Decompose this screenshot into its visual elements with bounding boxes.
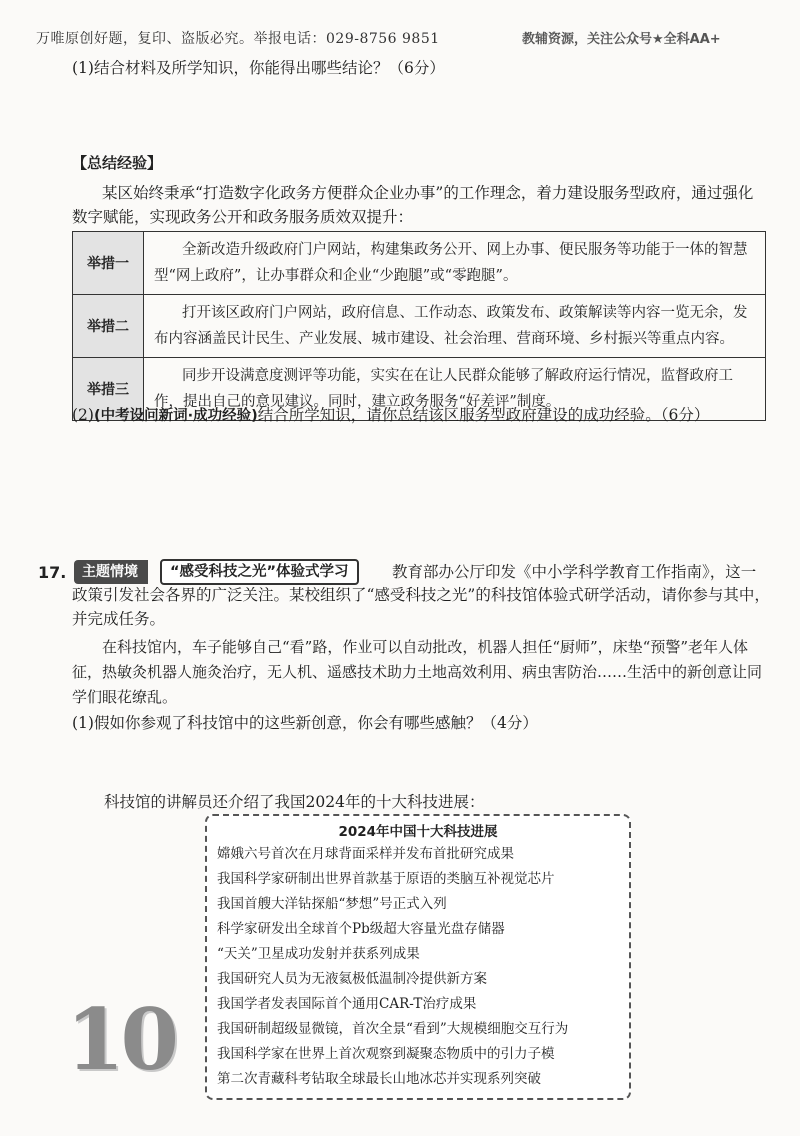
list-item: 我国研制超级显微镜，首次全景“看到”大规模细胞交互行为 (217, 1021, 569, 1037)
q16-part2-question (72, 404, 709, 427)
table-row (73, 295, 766, 358)
tech-progress-box (205, 814, 631, 1100)
q2-prefix: (2) (72, 406, 94, 424)
q2-tag: (中考设问新词·成功经验) (93, 408, 258, 424)
topic-tag: “感受科技之光”体验式学习 (160, 559, 359, 585)
section-heading-summary: 【总结经验】 (72, 154, 163, 172)
q17-scene-text: 在科技馆内，车子能够自己“看”路，作业可以自动批改，机器人担任“厨师”，床垫“预警”老年人体征，热敏灸机器人施灸治疗，无人机、遥感技术助力土地高效利用、病虫害防治……生活中的新创意让同学们眼花缭乱。 (72, 638, 763, 706)
list-item: 我国学者发表国际首个通用CAR-T治疗成果 (217, 996, 477, 1012)
list-item: 科学家研发出全球首个Pb级超大容量光盘存储器 (217, 921, 505, 937)
header-promo: 教辅资源，关注公众号★全科AA+ (522, 32, 721, 47)
tech-box-title: 2024年中国十大科技进展 (338, 824, 498, 840)
measures-table (72, 231, 766, 421)
measure-text: 全新改造升级政府门户网站，构建集政务公开、网上办事、便民服务等功能于一体的智慧型“网上政府”，让办事群众和企业“少跑腿”或“零跑腿”。 (144, 232, 766, 295)
q17-docent-text: 科技馆的讲解员还介绍了我国2024年的十大科技进展： (104, 793, 485, 811)
q17-part1-question: (1)假如你参观了科技馆中的这些新创意，你会有哪些感触？（4分） (72, 714, 538, 732)
list-item: 我国科学家在世界上首次观察到凝聚态物质中的引力子模 (217, 1046, 555, 1062)
list-item: 第二次青藏科考钻取全球最长山地冰芯并实现系列突破 (217, 1071, 541, 1087)
theme-tag: 主题情境 (74, 560, 148, 584)
list-item: 嫦娥六号首次在月球背面采样并发布首批研究成果 (217, 846, 514, 862)
page-number: 10 (66, 990, 175, 1089)
measure-label: 举措三 (73, 358, 144, 421)
q2-rest: 结合所学知识，请你总结该区服务型政府建设的成功经验。（6分） (257, 406, 710, 424)
list-item: “天关”卫星成功发射并获系列成果 (217, 946, 420, 962)
summary-intro: 某区始终秉承“打造数字化政务方便群众企业办事”的工作理念，着力建设服务型政府，通过强化数字赋能，实现政务公开和政务服务质效双提升： (72, 184, 754, 226)
q16-part1-question: (1)结合材料及所学知识，你能得出哪些结论？（6分） (72, 59, 445, 77)
list-item: 我国研究人员为无液氦极低温制冷提供新方案 (217, 971, 487, 987)
q17-intro-rest: 政策引发社会各界的广泛关注。某校组织了“感受科技之光”的科技馆体验式研学活动，请你参与其中，并完成任务。 (72, 586, 770, 628)
list-item: 我国首艘大洋钻探船“梦想”号正式入列 (217, 896, 447, 912)
tech-progress-list (217, 842, 568, 1092)
measure-label: 举措一 (73, 232, 144, 295)
header-copyright: 万唯原创好题，复印、盗版必究。举报电话：029-8756 9851 (36, 31, 440, 47)
measure-label: 举措二 (73, 295, 144, 358)
measure-text: 打开该区政府门户网站，政府信息、工作动态、政策发布、政策解读等内容一览无余，发布内容涵盖民计民生、产业发展、城市建设、社会治理、营商环境、乡村振兴等重点内容。 (144, 295, 766, 358)
list-item: 我国科学家研制出世界首款基于原语的类脑互补视觉芯片 (217, 871, 555, 887)
q17-intro-first-line: 教育部办公厅印发《中小学科学教育工作指南》，这一 (392, 563, 757, 581)
question-number: 17. (38, 563, 67, 582)
measure-text: 同步开设满意度测评等功能，实实在在让人民群众能够了解政府运行情况，监督政府工作，提出自己的意见建议。同时，建立政务服务“好差评”制度。 (144, 358, 766, 421)
table-row (73, 232, 766, 295)
